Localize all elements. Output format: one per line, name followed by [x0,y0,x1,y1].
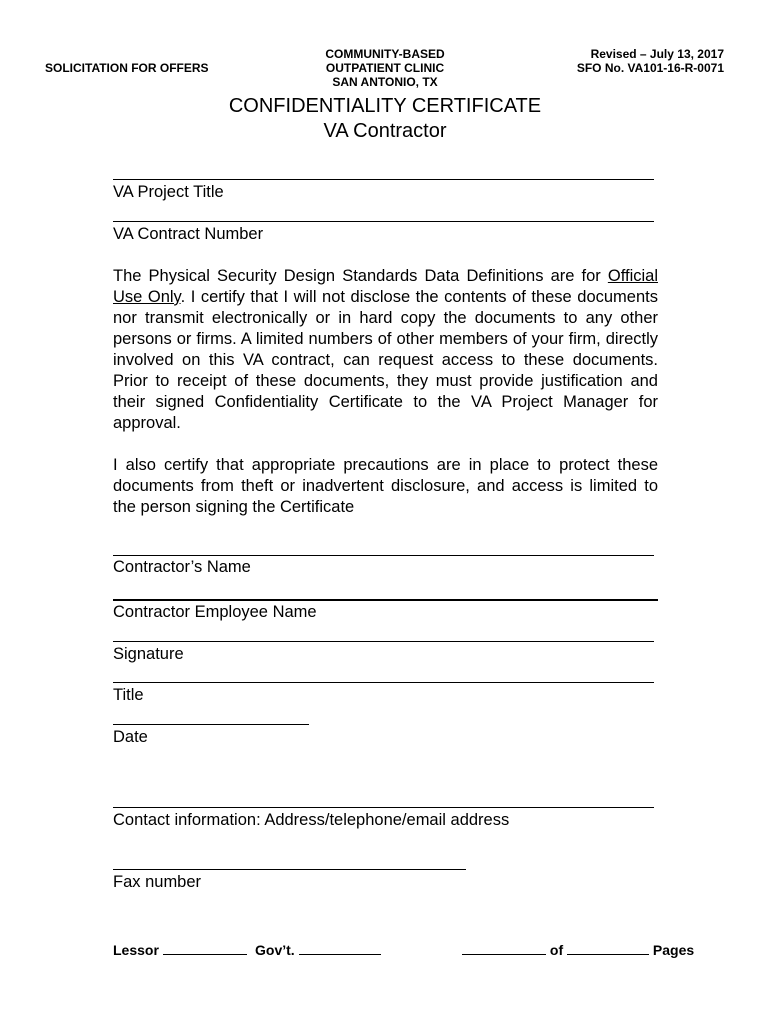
contract-number-label: VA Contract Number [113,225,264,243]
page-count [462,942,694,958]
location-line-2: OUTPATIENT CLINIC [325,61,445,75]
pages-label: Pages [652,942,695,958]
employee-name-label: Contractor Employee Name [113,603,317,621]
revision-date: Revised – July 13, 2017 [590,47,724,61]
govt-initials [255,942,381,958]
project-title-label: VA Project Title [113,183,224,201]
contract-number-line[interactable] [113,221,654,222]
paragraph-lead: The Physical Security Design Standards Data Definitions are for [113,267,608,285]
lessor-initial-line[interactable] [163,942,247,955]
date-line[interactable] [113,724,309,725]
title-label: Title [113,686,144,704]
solicitation-label: SOLICITATION FOR OFFERS [45,61,209,75]
lessor-label: Lessor [113,942,159,958]
location-line-1: COMMUNITY-BASED [325,47,445,61]
official-use-only: Official Use Only [113,267,658,306]
employee-name-line[interactable] [113,599,658,601]
page-subtitle: VA Contractor [323,120,447,142]
contractors-name-line[interactable] [113,555,654,556]
precautions-paragraph: I also certify that appropriate precautions are in place to protect these documents from theft or inadvertent disclosure, and access is limited to the person signing the Certificate [113,456,658,516]
revision-header [548,47,724,75]
contact-label: Contact information: Address/telephone/email address [113,811,510,829]
fax-line[interactable] [113,869,466,870]
contact-line[interactable] [113,807,654,808]
signature-label: Signature [113,645,184,663]
certification-paragraph [113,266,658,434]
date-label: Date [113,728,148,746]
title-line[interactable] [113,682,654,683]
fax-label: Fax number [113,873,202,891]
page-title: CONFIDENTIALITY CERTIFICATE [228,95,542,117]
project-title-line[interactable] [113,179,654,180]
total-pages-line[interactable] [567,942,649,955]
location-line-3: SAN ANTONIO, TX [332,75,438,89]
of-label: of [549,942,564,958]
contractors-name-label: Contractor’s Name [113,558,251,576]
page-number-line[interactable] [462,942,546,955]
sfo-number: SFO No. VA101-16-R-0071 [576,61,724,75]
lessor-initials [113,942,247,958]
govt-label: Gov’t. [255,942,295,958]
govt-initial-line[interactable] [299,942,381,955]
paragraph-rest: . I certify that I will not disclose the contents of these documents nor transmit electronically or in hard copy the documents to any other persons or firms. A limited numbers of other members of your firm, directly involved on this VA contract, can request access to these documents. Prior to receipt of these documents, they must provide justification and their signed Confidentiality Certificate to the VA Project Manager for approval. [113,288,658,432]
location-header [298,47,472,89]
signature-line[interactable] [113,641,654,642]
